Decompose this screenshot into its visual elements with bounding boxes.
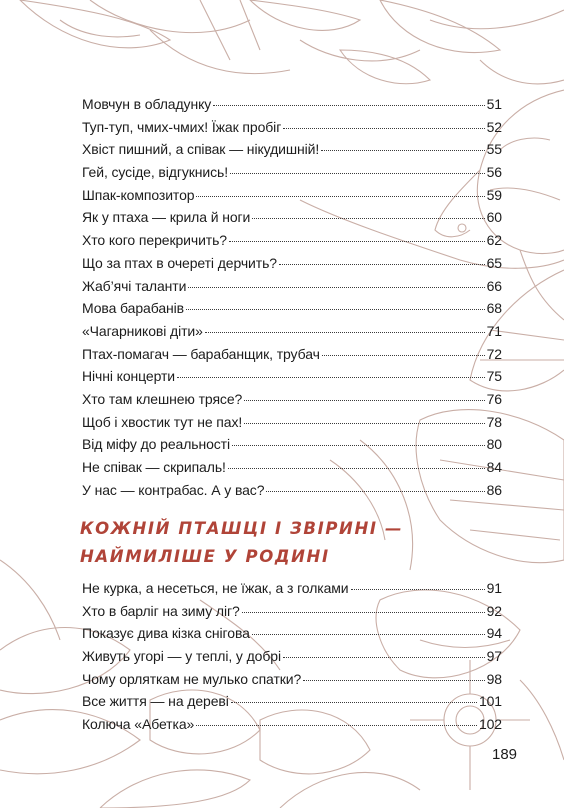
- toc-entry[interactable]: [82, 184, 502, 207]
- toc-entry-title: Щоб і хвостик тут не пах!: [82, 413, 243, 430]
- toc-entry-page: 78: [486, 413, 502, 430]
- dot-leader: [205, 332, 485, 333]
- toc-entry[interactable]: [82, 161, 502, 184]
- toc-entry[interactable]: [82, 93, 502, 116]
- toc-entry-title: Хто кого перекричить?: [82, 232, 227, 249]
- toc-entry-title: Мова барабанів: [82, 300, 184, 317]
- toc-entry-title: Птах-помагач — барабанщик, трубач: [82, 345, 320, 362]
- toc-entry-title: Шпак-композитор: [82, 186, 195, 203]
- toc-entry[interactable]: [82, 713, 502, 736]
- toc-entry-page: 65: [486, 254, 502, 271]
- dot-leader: [213, 105, 484, 106]
- toc-entry-page: 94: [486, 625, 502, 642]
- dot-leader: [244, 423, 484, 424]
- toc-entry-page: 97: [486, 648, 502, 665]
- toc-entry[interactable]: [82, 275, 502, 298]
- section-heading-line-2: НАЙМИЛІШЕ У РОДИНІ: [80, 547, 330, 566]
- toc-entry-title: Жаб’ячі таланти: [82, 277, 187, 294]
- toc-entry-title: «Чагарникові діти»: [82, 322, 203, 339]
- dot-leader: [196, 725, 477, 726]
- dot-leader: [186, 309, 485, 310]
- dot-leader: [242, 612, 485, 613]
- toc-entry-title: Живуть угорі — у теплі, у добрі: [82, 648, 281, 665]
- toc-entry-page: 72: [486, 345, 502, 362]
- toc-entry[interactable]: [82, 479, 502, 502]
- toc-section-1: [82, 93, 502, 501]
- toc-entry-page: 76: [486, 390, 502, 407]
- dot-leader: [321, 150, 484, 151]
- section-heading-line-1: КОЖНІЙ ПТАШЦІ І ЗВІРИНІ —: [80, 519, 404, 538]
- toc-entry-title: Як у птаха — крила й ноги: [82, 209, 251, 226]
- dot-leader: [244, 400, 484, 401]
- toc-entry-title: Мовчун в обладунку: [82, 96, 212, 112]
- dot-leader: [303, 680, 484, 681]
- dot-leader: [283, 128, 484, 129]
- toc-entry[interactable]: [82, 600, 502, 623]
- toc-entry[interactable]: [82, 252, 502, 275]
- toc-entry[interactable]: [82, 411, 502, 434]
- dot-leader: [279, 264, 485, 265]
- page-number: 189: [492, 746, 518, 763]
- toc-entry-title: Не курка, а несеться, не їжак, а з голками: [82, 580, 349, 596]
- dot-leader: [231, 702, 477, 703]
- toc-entry-title: Нічні концерти: [82, 368, 176, 385]
- toc-entry-page: 62: [486, 232, 502, 249]
- dot-leader: [230, 173, 485, 174]
- toc-entry-page: 60: [486, 209, 502, 226]
- toc-entry[interactable]: [82, 577, 502, 600]
- toc-entry[interactable]: [82, 365, 502, 388]
- dot-leader: [228, 468, 485, 469]
- toc-entry[interactable]: [82, 388, 502, 411]
- toc-entry[interactable]: [82, 622, 502, 645]
- toc-section-2: [82, 577, 502, 736]
- toc-entry[interactable]: [82, 297, 502, 320]
- toc-entry-page: 98: [486, 670, 502, 687]
- toc-entry[interactable]: [82, 645, 502, 668]
- toc-entry-title: Що за птах в очереті дерчить?: [82, 254, 277, 271]
- toc-entry-page: 68: [486, 300, 502, 317]
- toc-entry-page: 71: [486, 322, 502, 339]
- toc-entry[interactable]: [82, 320, 502, 343]
- toc-entry[interactable]: [82, 116, 502, 139]
- toc-entry-title: Колюча «Абетка»: [82, 716, 195, 733]
- toc-entry[interactable]: [82, 668, 502, 691]
- toc-entry-page: 80: [486, 436, 502, 453]
- dot-leader: [196, 196, 484, 197]
- dot-leader: [252, 218, 484, 219]
- toc-entry-title: Хвіст пишний, а співак — нікудишній!: [82, 141, 320, 158]
- dot-leader: [188, 287, 484, 288]
- toc-entry-page: 52: [486, 118, 502, 135]
- toc-entry-title: Чому орляткам не мулько спатки?: [82, 670, 302, 687]
- toc-entry-page: 86: [486, 481, 502, 498]
- dot-leader: [232, 445, 485, 446]
- toc-entry-page: 55: [486, 141, 502, 158]
- toc-entry[interactable]: [82, 690, 502, 713]
- toc-entry-title: У нас — контрабас. А у вас?: [82, 481, 265, 498]
- toc-entry[interactable]: [82, 433, 502, 456]
- toc-entry-title: Від міфу до реальності: [82, 436, 230, 453]
- toc-entry-page: 92: [486, 602, 502, 619]
- toc-entry-title: Туп-туп, чмих-чмих! Їжак пробіг: [82, 118, 282, 135]
- toc-entry-page: 56: [486, 164, 502, 181]
- dot-leader: [322, 355, 485, 356]
- toc-entry-title: Гей, сусіде, відгукнись!: [82, 164, 229, 181]
- toc-entry-page: 84: [486, 459, 502, 475]
- toc-entry-title: Все життя — на дереві: [82, 693, 229, 710]
- toc-entry[interactable]: [82, 138, 502, 161]
- dot-leader: [351, 589, 485, 590]
- dot-leader: [266, 491, 484, 492]
- dot-leader: [283, 657, 485, 658]
- toc-entry-page: 75: [486, 368, 502, 385]
- toc-entry-page: 91: [486, 580, 502, 596]
- toc-entry-page: 102: [478, 716, 502, 733]
- toc-entry[interactable]: [82, 229, 502, 252]
- toc-entry-page: 101: [478, 693, 502, 710]
- toc-entry-title: Хто в барліг на зиму ліг?: [82, 602, 240, 619]
- toc-entry-title: Показує дива кізка снігова: [82, 625, 250, 642]
- toc-entry-title: Хто там клешнею трясе?: [82, 390, 243, 407]
- toc-entry-page: 51: [486, 96, 502, 112]
- toc-entry-page: 59: [486, 186, 502, 203]
- toc-entry[interactable]: [82, 206, 502, 229]
- toc-entry[interactable]: [82, 456, 502, 479]
- dot-leader: [229, 241, 485, 242]
- toc-entry[interactable]: [82, 343, 502, 366]
- section-heading: [80, 515, 510, 571]
- toc-entry-page: 66: [486, 277, 502, 294]
- leaf-icon: [20, 0, 564, 84]
- dot-leader: [177, 377, 485, 378]
- toc-entry-title: Не співак — скрипаль!: [82, 459, 226, 475]
- dot-leader: [252, 634, 485, 635]
